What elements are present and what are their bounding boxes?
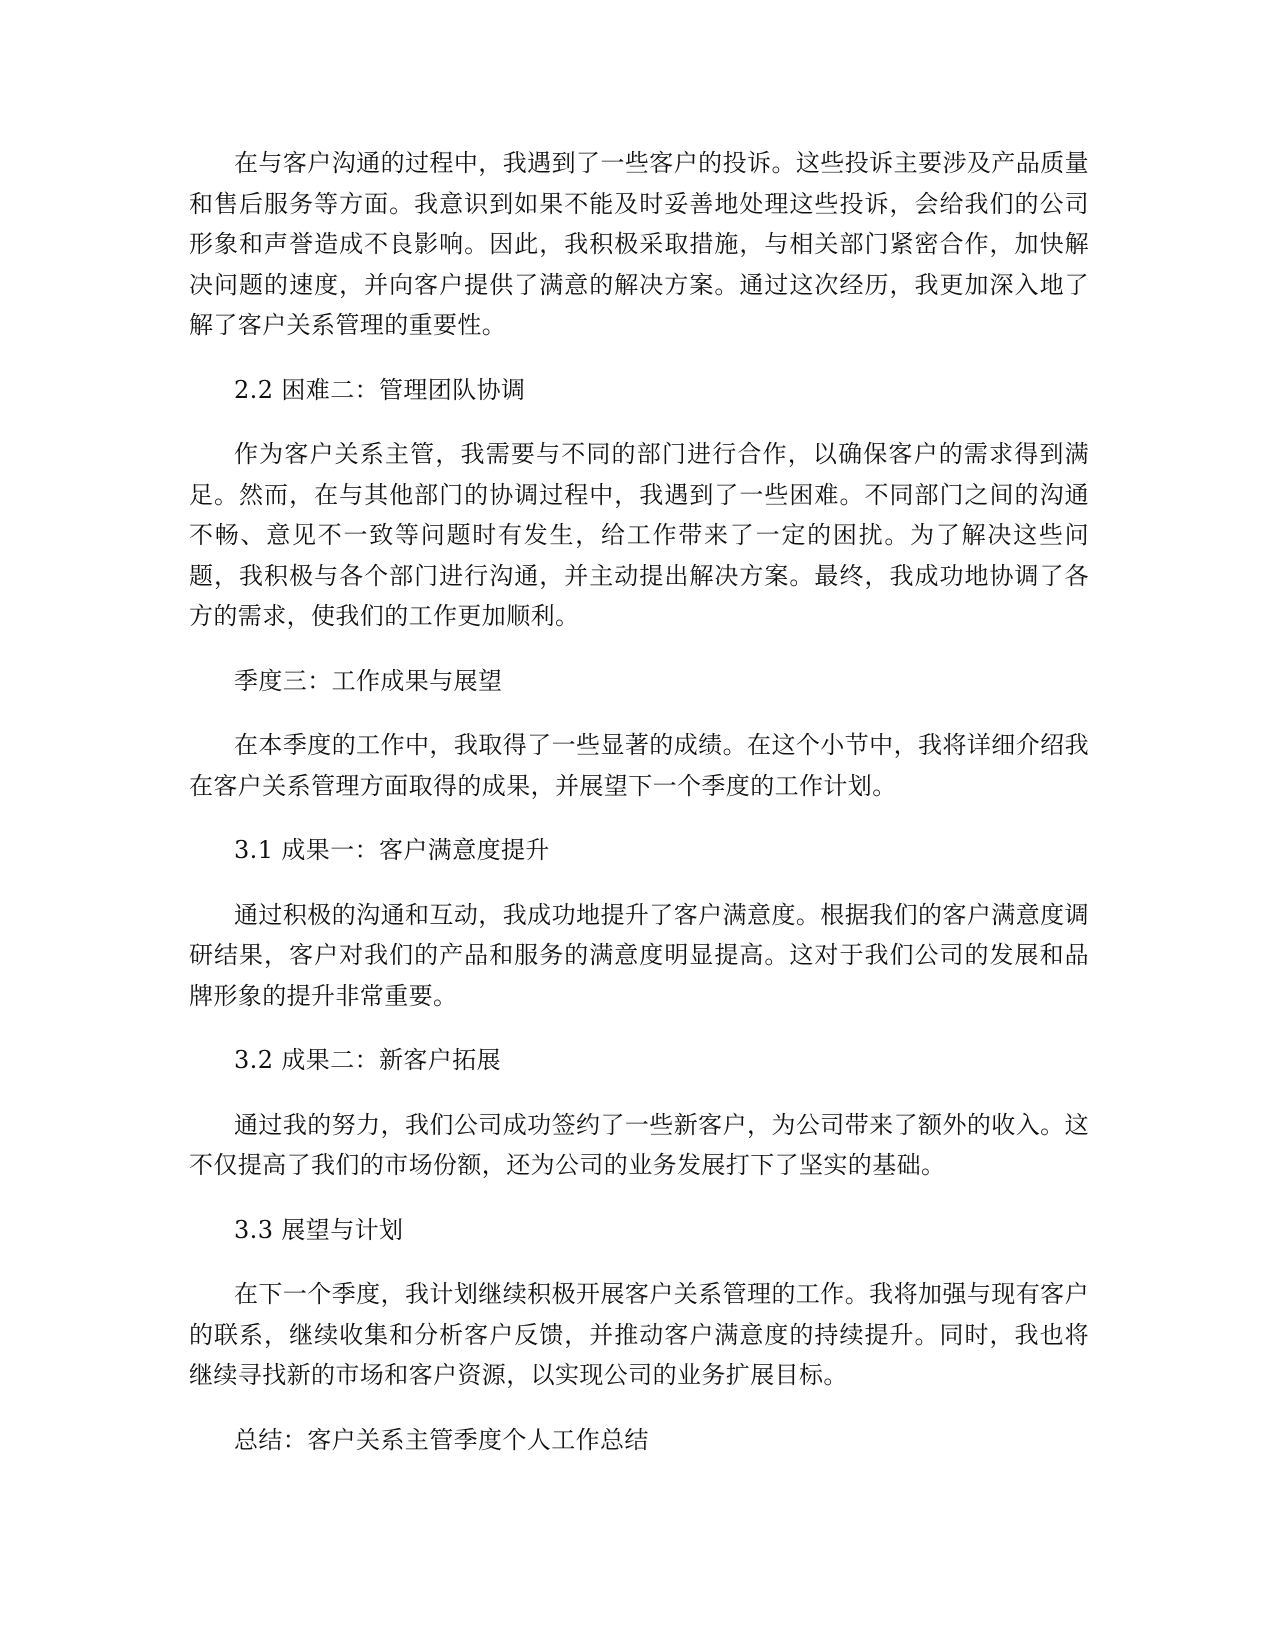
paragraph-outlook-plan: 在下一个季度，我计划继续积极开展客户关系管理的工作。我将加强与现有客户的联系，继续收集和分析客户反馈，并推动客户满意度的持续提升。同时，我也将继续寻找新的市场和客户资源，以实现公司的业务扩展目标。 bbox=[189, 1280, 1089, 1389]
section-heading-3-3: 3.3 展望与计划 bbox=[234, 1215, 404, 1244]
paragraph-complaint-handling: 在与客户沟通的过程中，我遇到了一些客户的投诉。这些投诉主要涉及产品质量和售后服务等方面。我意识到如果不能及时妥善地处理这些投诉，会给我们的公司形象和声誉造成不良影响。因此，我积极采取措施，与相关部门紧密合作，加快解决问题的速度，并向客户提供了满意的解决方案。通过这次经历，我更加深入地了解了客户关系管理的重要性。 bbox=[189, 149, 1089, 339]
paragraph-team-coordination: 作为客户关系主管，我需要与不同的部门进行合作，以确保客户的需求得到满足。然而，在与其他部门的协调过程中，我遇到了一些困难。不同部门之间的沟通不畅、意见不一致等问题时有发生，给工作带来了一定的困扰。为了解决这些问题，我积极与各个部门进行沟通，并主动提出解决方案。最终，我成功地协调了各方的需求，使我们的工作更加顺利。 bbox=[189, 440, 1089, 630]
paragraph-satisfaction-improvement: 通过积极的沟通和互动，我成功地提升了客户满意度。根据我们的客户满意度调研结果，客户对我们的产品和服务的满意度明显提高。这对于我们公司的发展和品牌形象的提升非常重要。 bbox=[189, 900, 1089, 1010]
section-heading-summary: 总结：客户关系主管季度个人工作总结 bbox=[234, 1425, 649, 1454]
section-heading-3-2: 3.2 成果二：新客户拓展 bbox=[234, 1046, 501, 1074]
paragraph-quarter-results-intro: 在本季度的工作中，我取得了一些显著的成绩。在这个小节中，我将详细介绍我在客户关系管理方面取得的成果，并展望下一个季度的工作计划。 bbox=[189, 731, 1089, 800]
section-heading-2-2: 2.2 困难二：管理团队协调 bbox=[234, 375, 526, 404]
document-body bbox=[189, 143, 1089, 1484]
section-heading-3-1: 3.1 成果一：客户满意度提升 bbox=[234, 836, 550, 864]
paragraph-new-clients: 通过我的努力，我们公司成功签约了一些新客户，为公司带来了额外的收入。这不仅提高了我们的市场份额，还为公司的业务发展打下了坚实的基础。 bbox=[189, 1110, 1089, 1179]
section-heading-quarter-3: 季度三：工作成果与展望 bbox=[234, 666, 503, 695]
